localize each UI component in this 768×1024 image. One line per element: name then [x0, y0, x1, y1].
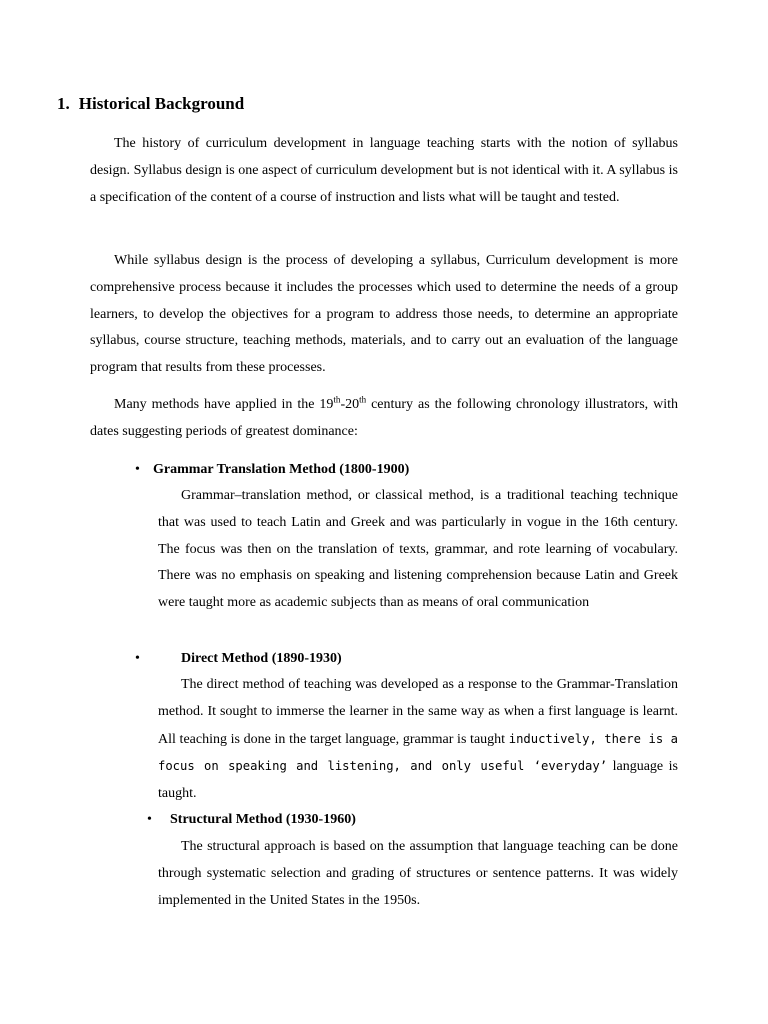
section-number: 1.	[57, 94, 70, 113]
paragraph-chronology-intro	[90, 392, 678, 446]
direct-body-mono: inductively, there is a focus on speaking and listening, and only useful ‘everyday’	[158, 731, 679, 774]
method-heading-grammar-translation: Grammar Translation Method (1800-1900)	[153, 462, 410, 477]
section-title: Historical Background	[78, 94, 245, 113]
bullet-icon: •	[147, 812, 152, 827]
direct-body-a: The direct method of teaching was developed as a response to the Grammar-Translation method. It sought to immerse the learner in the same way as when a first language is learnt. All teaching is done in the target language, grammar is taught	[158, 677, 678, 747]
chronology-text-b: -20	[340, 397, 360, 412]
method-heading-direct: Direct Method (1890-1930)	[181, 651, 342, 666]
chronology-text-c: century as the following chronology illustrators, with dates suggesting periods of greatest dominance:	[90, 397, 678, 439]
method-heading-structural: Structural Method (1930-1960)	[170, 812, 356, 827]
paragraph-syllabus-design: The history of curriculum development in language teaching starts with the notion of syllabus design. Syllabus design is one aspect of curriculum development but is not identical with it. A syllabus is a specification of the content of a course of instruction and lists what will be taught and tested.	[90, 136, 678, 205]
method-body-grammar-translation: Grammar–translation method, or classical method, is a traditional teaching technique that was used to teach Latin and Greek and was particularly in vogue in the 16th century. The focus was then on the translation of texts, grammar, and rote learning of vocabulary. There was no emphasis on speaking and listening comprehension because Latin and Greek were taught more as academic subjects than as means of oral communication	[158, 488, 678, 611]
bullet-icon: •	[135, 651, 140, 666]
direct-body-b: language is taught.	[158, 759, 678, 802]
method-body-direct	[158, 672, 678, 808]
chronology-text-a: Many methods have applied in the 19	[114, 397, 334, 412]
section-heading	[57, 92, 244, 116]
bullet-icon: •	[135, 462, 140, 477]
method-body-structural: The structural approach is based on the assumption that language teaching can be done through systematic selection and grading of structures or sentence patterns. It was widely implemented in the United States in the 1950s.	[158, 839, 678, 908]
ordinal-sup-1: th	[333, 394, 341, 405]
paragraph-curriculum-development: While syllabus design is the process of developing a syllabus, Curriculum development is more comprehensive process because it includes the processes which used to determine the needs of a group learners, to develop the objectives for a program to address those needs, to determine an appropriate syllabus, course structure, teaching methods, materials, and to carry out an evaluation of the language program that results from these processes.	[90, 253, 678, 376]
ordinal-sup-2: th	[359, 394, 367, 405]
